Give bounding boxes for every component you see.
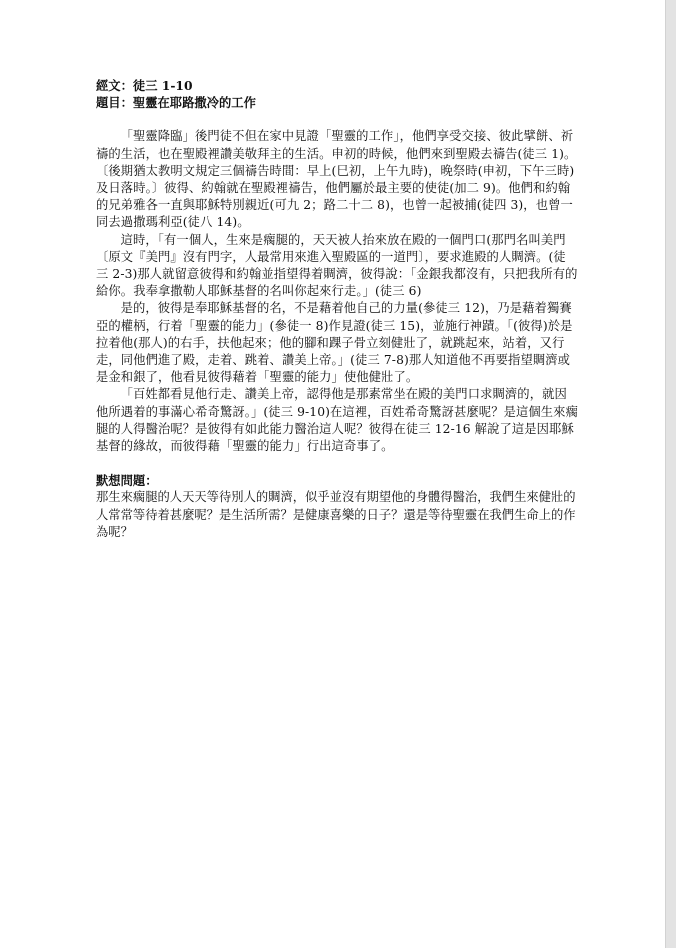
scripture-reference: 經文：徒三 1-10 bbox=[96, 78, 193, 93]
meditation-heading: 默想問題： bbox=[96, 473, 158, 489]
meditation-question: 那生來瘸腿的人天天等待別人的賙濟，似乎並沒有期望他的身體得醫治，我們生來健壯的人常常等待着甚麼呢？是生活所需？是健康喜樂的日子？還是等待聖靈在我們生命上的作為呢？ bbox=[96, 490, 576, 539]
document-content bbox=[96, 77, 578, 541]
paragraph-3: 是的，彼得是奉耶穌基督的名，不是藉着他自己的力量(參徒三 12)，乃是藉着獨賽亞的權柄，行着「聖靈的能力」(參徒一 8)作見證(徒三 15)，並施行神蹟。「(彼得)於是拉着他(那人)的右手，扶他起來；他的腳和踝子骨立刻健壯了，就跳起來，站着，又行走，同他們進了殿，走着、跳着、讚美上帝。」(徒三 7-8)那人知道他不再要指望賙濟或是金和銀了，他看見彼得藉着「聖靈的能力」使他健壯了。 bbox=[96, 301, 573, 385]
topic-title: 題目：聖靈在耶路撒冷的工作 bbox=[96, 95, 256, 111]
paragraph-4: 「百姓都看見他行走、讚美上帝，認得他是那素常坐在殿的美門口求賙濟的，就因他所遇着的事滿心希奇驚訝。」(徒三 9-10)在這裡，百姓希奇驚訝甚麼呢？是這個生來瘸腿的人得醫治呢？是彼得有如此能力醫治這人呢？彼得在徒三 12-16 解說了這是因耶穌基督的緣故，而彼得藉「聖靈的能力」行出這奇事了。 bbox=[96, 387, 578, 454]
vertical-scrollbar[interactable] bbox=[665, 0, 676, 948]
paragraph-2: 這時，「有一個人，生來是瘸腿的，天天被人抬來放在殿的一個門口(那門名叫美門〔原文『美門』沒有門字，人最常用來進入聖殿區的一道門〕，要求進殿的人賙濟。(徒三 2-3)那人就留意彼得和約翰並指望得着賙濟，彼得說：「金銀我都沒有，只把我所有的給你。我奉拿撒勒人耶穌基督的名叫你起來行走。」(徒三 6) bbox=[96, 232, 578, 299]
paragraph-1: 「聖靈降臨」後門徒不但在家中見證「聖靈的工作」，他們享受交接、彼此擘餅、祈禱的生活，也在聖殿裡讚美敬拜主的生活。申初的時候，他們來到聖殿去禱告(徒三 1)。〔後期猶太教明文規定三個禱告時間：早上(巳初，上午九時)，晚祭時(申初，下午三時)及日落時。〕彼得、約翰就在聖殿裡禱告，他們屬於最主要的使徒(加二 9)。他們和約翰的兄弟雅各一直與耶穌特別親近(可九 2；路二十二 8)，也曾一起被捕(徒四 3)，也曾一同去過撒瑪利亞(徒八 14)。 bbox=[96, 129, 577, 230]
